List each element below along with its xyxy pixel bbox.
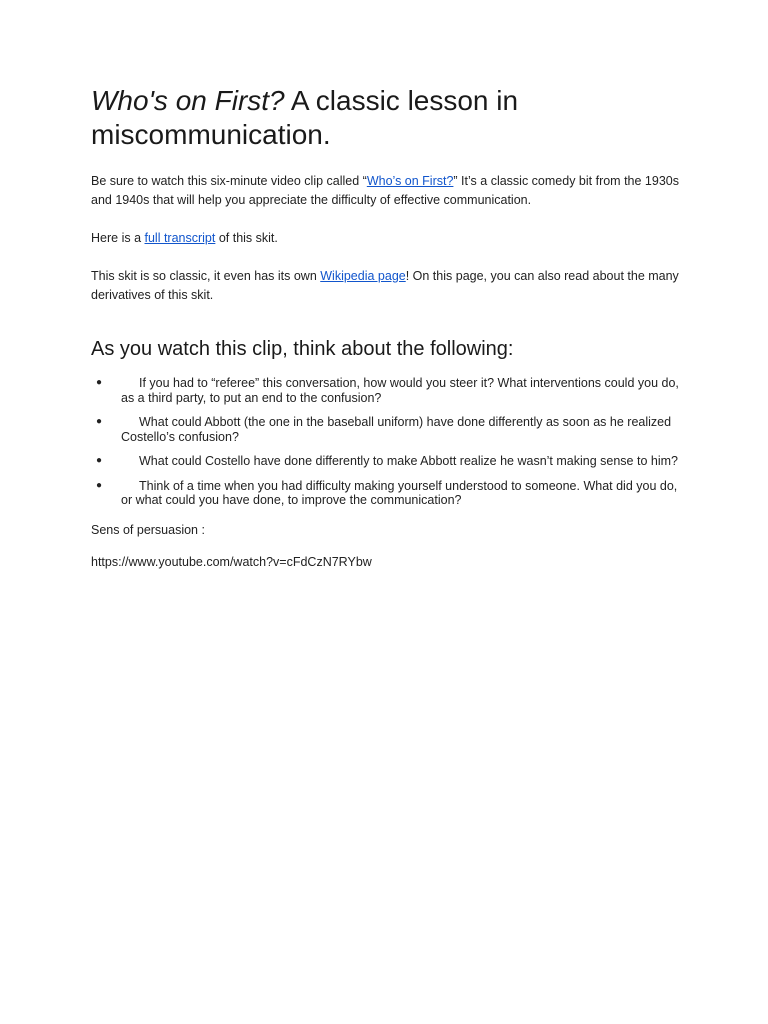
- wiki-text-before: This skit is so classic, it even has its own: [91, 269, 321, 283]
- document-page: [91, 84, 681, 586]
- list-item: [91, 479, 681, 508]
- wiki-text-after: ! On this page, you can also read about the many derivatives of this skit.: [91, 269, 679, 302]
- list-item: [91, 376, 681, 405]
- whos-on-first-link[interactable]: Who’s on First?: [366, 174, 454, 188]
- bullet-icon: ●: [96, 479, 103, 491]
- wikipedia-paragraph: [91, 267, 681, 305]
- transcript-paragraph: [91, 229, 681, 248]
- bullet-icon: ●: [96, 455, 103, 466]
- intro-paragraph: [91, 172, 681, 210]
- intro-text-after: ” It’s a classic comedy bit from the 1930s and 1940s that will help you appreciate the difficulty of effective communication.: [91, 174, 679, 207]
- title-rest: A classic lesson in miscommunication.: [91, 85, 519, 150]
- bullet-icon: ●: [96, 416, 103, 427]
- list-item: [91, 454, 681, 469]
- list-item-text: What could Costello have done differently to make Abbott realize he wasn’t making sense to him?: [139, 454, 678, 468]
- bullet-icon: ●: [96, 377, 103, 388]
- list-item-text: If you had to “referee” this conversation, how would you steer it? What interventions could you do, as a third party, to put an end to the confusion?: [121, 376, 679, 405]
- page-title: [91, 84, 681, 152]
- list-item: [91, 415, 681, 444]
- title-italic: Who's on First?: [91, 85, 285, 116]
- question-list: [91, 376, 681, 508]
- intro-text-before: Be sure to watch this six-minute video clip called “: [91, 174, 367, 188]
- transcript-text-before: Here is a: [91, 231, 145, 245]
- transcript-text-after: of this skit.: [215, 231, 278, 245]
- section-heading: As you watch this clip, think about the following:: [91, 338, 514, 360]
- wikipedia-page-link[interactable]: Wikipedia page: [320, 269, 406, 283]
- list-item-text: What could Abbott (the one in the baseball uniform) have done differently as soon as he realized Costello’s confusion?: [121, 415, 672, 444]
- full-transcript-link[interactable]: full transcript: [144, 231, 216, 245]
- youtube-url: https://www.youtube.com/watch?v=cFdCzN7RYbw: [91, 554, 372, 569]
- persuasion-label: Sens of persuasion :: [91, 522, 205, 537]
- list-item-text: Think of a time when you had difficulty making yourself understood to someone. What did you do, or what could you have done, to improve the communication?: [121, 478, 678, 507]
